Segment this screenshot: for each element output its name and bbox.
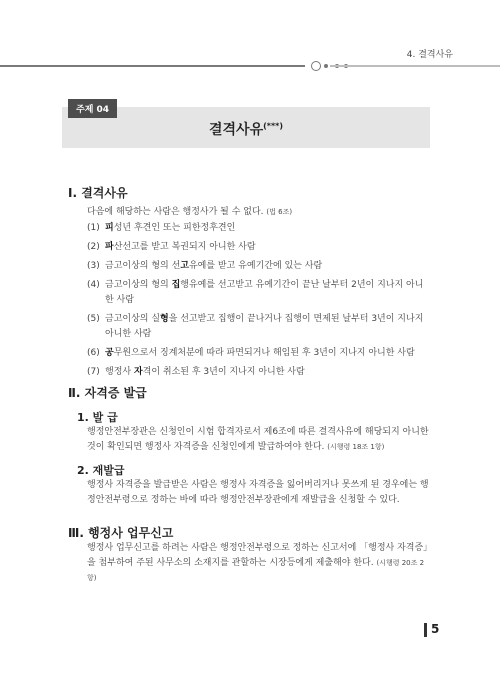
list-item-text <box>105 365 305 380</box>
section-3-text <box>87 541 432 586</box>
list-item-mnemonic: 공 <box>105 348 114 358</box>
list-item-number: (2) <box>87 242 100 252</box>
list-item-mnemonic: 고 <box>180 261 189 271</box>
topic-importance-stars: (***) <box>263 121 283 131</box>
subsection-issue-ref: (시행령 18조 1항) <box>327 443 385 451</box>
list-item-text-post: 유예를 받고 유예기간에 있는 사람 <box>188 261 323 271</box>
list-item <box>87 221 432 236</box>
header-ring-ornament <box>311 61 321 71</box>
list-item-number: (7) <box>87 367 100 377</box>
list-item-text-pre: 행정사 <box>105 367 134 377</box>
list-item-mnemonic: 형 <box>160 314 169 324</box>
section-3-ref: (시행령 20조 2항) <box>87 559 425 582</box>
list-item-text <box>105 240 256 255</box>
list-item-mnemonic: 자 <box>133 367 143 377</box>
list-item-number: (1) <box>87 223 100 233</box>
list-item <box>87 312 432 342</box>
list-item-text-pre: 금고이상의 형의 <box>105 280 172 290</box>
list-item-text <box>105 278 432 308</box>
list-item-text-post: 행유예를 선고받고 유예기간이 끝난 날부터 2년이 지나지 아니한 사람 <box>105 280 424 305</box>
list-item-text-post: 을 선고받고 집행이 끝나거나 집행이 면제된 날부터 3년이 지나지 아니한 사람 <box>105 314 424 339</box>
subsection-issue-text <box>87 425 432 455</box>
list-item <box>87 259 432 274</box>
page-number-bar <box>424 623 427 637</box>
list-item-number: (3) <box>87 261 100 271</box>
section-1-heading: Ⅰ. 결격사유 <box>68 186 128 200</box>
list-item-text-post: 성년 후견인 또는 피한정후견인 <box>113 223 236 233</box>
list-item-text-pre: 금고이상의 형의 선 <box>105 261 181 271</box>
list-item-number: (5) <box>87 314 100 324</box>
section-1-intro <box>87 205 292 220</box>
section-3-body: 행정사 업무신고를 하려는 사람은 행정안전부령으로 정하는 신고서에 「행정사 자격증」을 첨부하여 주된 사무소의 소재지를 관할하는 시장등에게 제출해야 한다. <box>87 543 428 568</box>
list-item-text <box>105 312 432 342</box>
subsection-issue-title: 1. 발 급 <box>77 411 118 424</box>
section-1-intro-text: 다음에 해당하는 사람은 행정사가 될 수 없다. <box>87 207 264 217</box>
section-3-heading: Ⅲ. 행정사 업무신고 <box>68 526 174 540</box>
list-item-text <box>105 221 235 236</box>
list-item-mnemonic: 집 <box>171 280 181 290</box>
list-item-text-post: 산선고를 받고 복권되지 아니한 사람 <box>113 242 256 252</box>
list-item-text <box>105 259 322 274</box>
list-item <box>87 240 432 255</box>
header-rule <box>0 65 500 68</box>
subsection-reissue-text: 행정사 자격증을 발급받은 사람은 행정사 자격증을 잃어버리거나 못쓰게 된 경우에는 행정안전부령으로 정하는 바에 따라 행정안전부장관에게 재발급을 신청할 수 있다. <box>87 480 429 505</box>
list-item-number: (6) <box>87 348 100 358</box>
disqualification-list <box>87 221 432 384</box>
section-2-heading: Ⅱ. 자격증 발급 <box>68 386 147 400</box>
topic-box <box>62 107 430 148</box>
section-1-intro-ref: (법 6조) <box>266 208 293 216</box>
list-item <box>87 278 432 308</box>
topic-tag: 주제 04 <box>68 99 117 118</box>
page-number: 5 <box>431 622 440 636</box>
topic-title-text: 결격사유 <box>209 122 264 138</box>
list-item <box>87 365 432 380</box>
subsection-issue-body: 행정안전부장관은 신청인이 시험 합격자로서 제6조에 따른 결격사유에 해당되지 아니한 것이 확인되면 행정사 자격증을 신청인에게 발급하여야 한다. <box>87 427 429 452</box>
subsection-reissue-title: 2. 재발급 <box>77 464 125 477</box>
list-item-text-post: 무원으로서 징계처분에 따라 파면되거나 해임된 후 3년이 지나지 아니한 사람 <box>113 348 415 358</box>
list-item-text <box>105 346 415 361</box>
list-item-text-pre: 금고이상의 실 <box>105 314 161 324</box>
header-chapter-title: 4. 결격사유 <box>406 50 453 60</box>
list-item-mnemonic: 파 <box>105 242 114 252</box>
topic-title <box>62 119 430 139</box>
list-item-mnemonic: 피 <box>105 223 114 233</box>
list-item <box>87 346 432 361</box>
list-item-number: (4) <box>87 280 100 290</box>
list-item-text-post: 격이 취소된 후 3년이 지나지 아니한 사람 <box>142 367 305 377</box>
